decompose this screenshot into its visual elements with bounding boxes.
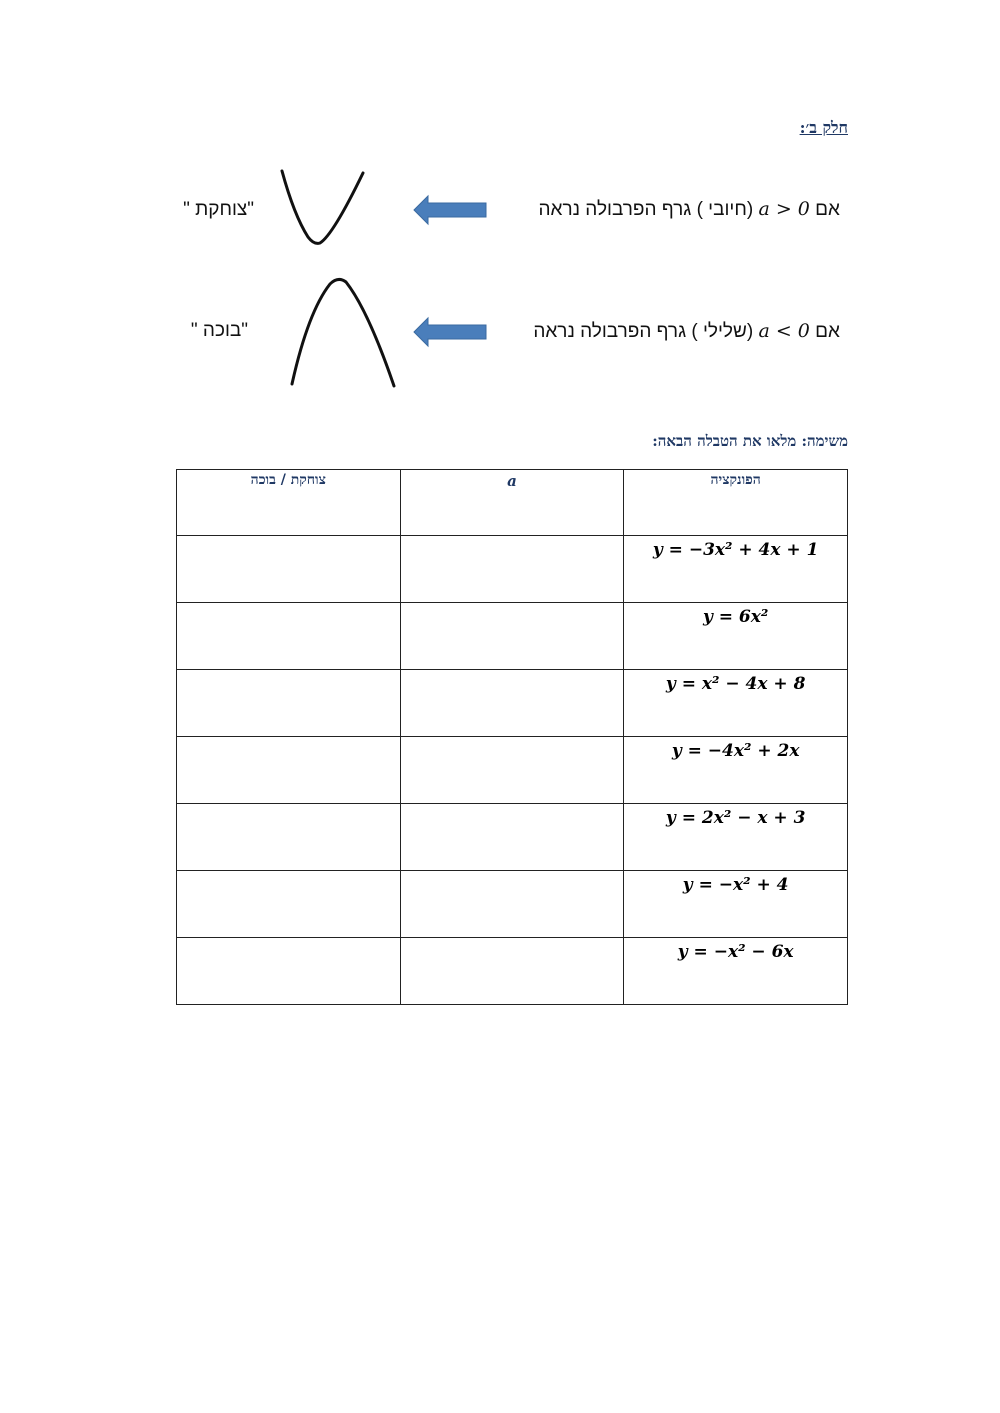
table-row bbox=[177, 670, 848, 737]
rule-positive-text: (חיובי ) גרף הפרבולה נראה bbox=[538, 199, 754, 220]
rule-negative-text: (שלילי ) גרף הפרבולה נראה bbox=[533, 321, 754, 342]
function-cell: y = −x² + 4 bbox=[624, 871, 848, 938]
function-table bbox=[176, 469, 848, 1005]
task-instruction: משימה: מלאו את הטבלה הבאה: bbox=[652, 432, 848, 450]
downward-parabola-icon bbox=[286, 272, 400, 392]
smile-cry-cell[interactable] bbox=[177, 938, 401, 1005]
function-cell: y = x² − 4x + 8 bbox=[624, 670, 848, 737]
rule-positive-prefix: אם bbox=[815, 199, 840, 220]
section-heading: חלק ב׳: bbox=[799, 118, 848, 137]
rule-negative-math: a < 0 bbox=[758, 320, 810, 342]
a-value-cell[interactable] bbox=[400, 536, 624, 603]
a-value-cell[interactable] bbox=[400, 670, 624, 737]
smile-cry-cell[interactable] bbox=[177, 603, 401, 670]
header-a: a bbox=[400, 470, 624, 536]
table-header-row bbox=[177, 470, 848, 536]
table-row bbox=[177, 536, 848, 603]
a-value-cell[interactable] bbox=[400, 737, 624, 804]
smile-cry-cell[interactable] bbox=[177, 804, 401, 871]
rule-negative-prefix: אם bbox=[815, 321, 840, 342]
header-function: הפונקציה bbox=[624, 470, 848, 536]
function-cell: y = −3x² + 4x + 1 bbox=[624, 536, 848, 603]
table-row bbox=[177, 938, 848, 1005]
table-row bbox=[177, 804, 848, 871]
arrow-left-icon bbox=[414, 318, 488, 346]
smile-cry-cell[interactable] bbox=[177, 536, 401, 603]
crying-label: "בוכה " bbox=[190, 320, 248, 341]
function-cell: y = 2x² − x + 3 bbox=[624, 804, 848, 871]
table-row bbox=[177, 603, 848, 670]
smile-cry-cell[interactable] bbox=[177, 670, 401, 737]
a-value-cell[interactable] bbox=[400, 871, 624, 938]
a-value-cell[interactable] bbox=[400, 603, 624, 670]
smile-cry-cell[interactable] bbox=[177, 737, 401, 804]
smile-cry-cell[interactable] bbox=[177, 871, 401, 938]
rule-positive bbox=[539, 198, 840, 221]
smiling-label: "צוחקת " bbox=[183, 199, 254, 220]
table-row bbox=[177, 737, 848, 804]
header-smile-cry: צוחקת / בוכה bbox=[177, 470, 401, 536]
function-cell: y = −x² − 6x bbox=[624, 938, 848, 1005]
a-value-cell[interactable] bbox=[400, 938, 624, 1005]
a-value-cell[interactable] bbox=[400, 804, 624, 871]
upward-parabola-icon bbox=[278, 165, 370, 249]
rule-positive-math: a > 0 bbox=[758, 198, 810, 220]
function-cell: y = 6x² bbox=[624, 603, 848, 670]
rule-negative bbox=[533, 320, 840, 343]
function-cell: y = −4x² + 2x bbox=[624, 737, 848, 804]
arrow-left-icon bbox=[414, 196, 488, 224]
table-row bbox=[177, 871, 848, 938]
